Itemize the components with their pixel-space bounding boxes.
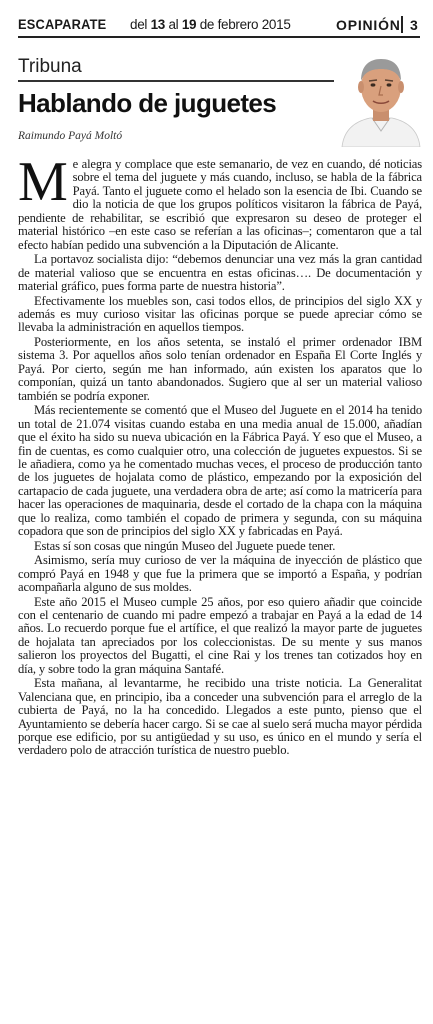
author-byline: Raimundo Payá Moltó bbox=[18, 130, 123, 142]
kicker: Tribuna bbox=[18, 56, 82, 77]
paragraph: Estas sí son cosas que ningún Museo del Juguete puede tener. bbox=[34, 538, 336, 553]
page-number: 3 bbox=[410, 17, 418, 33]
paragraph: Posteriormente, en los años setenta, se instaló el primer ordenador IBM sistema 3. Por aquellos años solo tenían ordenador en España El Corte Inglés y Payá. Por cierto, según me han informado, aún existen los aparatos que lo componían, quizá un tanto abandonados. Sugiero que al ser un material valioso también se podría exponer. bbox=[18, 334, 422, 403]
paragraph: Efectivamente los muebles son, casi todos ellos, de principios del siglo XX y además es muy curioso visitar las oficinas porque se puede apreciar cómo se llevaba la administración en aquellos tiempos. bbox=[18, 293, 422, 335]
kicker-rule bbox=[18, 80, 334, 82]
article-title: Hablando de juguetes bbox=[18, 88, 277, 118]
author-portrait-icon bbox=[340, 47, 422, 147]
paragraph: Este año 2015 el Museo cumple 25 años, por eso quiero añadir que coincide con el centenario de cuando mi padre empezó a trabajar en Payá a la edad de 14 años. Lo recuerdo porque fue el artífice, el que realizó la mayor parte de juguetes de hojalata tan apreciados por los coleccionistas. De su mente y sus manos salieron los proyectos del Bugatti, el cine Rai y los trenes tan cotizados hoy en día, y sobre todo la gran máquina Santafé. bbox=[18, 594, 422, 676]
section-name: ESCAPARATE bbox=[18, 17, 107, 32]
paragraph: Me alegra y complace que este semanario, de vez en cuando, dé noticias sobre el tema del juguete y más cuando, incluso, se habla de la fábrica Payá. Tanto el juguete como el helado son la esencia de Ibi. Cuando se dio la noticia de que los grupos políticos visitaron la fábrica de Payá, pendiente de rehabilitar, se escribió que expresaron su deseo de proteger el material histórico –en este caso se referían a las oficinas–; comentaron que a tal efecto habían pedido una subvención a la Diputación de Alicante. bbox=[18, 151, 422, 252]
article-body bbox=[18, 151, 422, 759]
category-label: OPINIÓN bbox=[336, 17, 401, 33]
page-header bbox=[18, 14, 420, 38]
drop-cap: M bbox=[18, 151, 68, 213]
paragraph: Esta mañana, al levantarme, he recibido una triste noticia. La Generalitat Valenciana que, en principio, iba a conceder una subvención para el arreglo de la cubierta de Payá, no la ha concedido. Llegados a este punto, pienso que el Ayuntamiento se debería hacer cargo. Si se cae al suelo será mucha mayor pérdida porque ese edificio, por su antigüedad y su uso, es único en el mundo y sería el verdadero polo de atracción turística de nuestro pueblo. bbox=[18, 676, 422, 758]
paragraph: Asimismo, sería muy curioso de ver la máquina de inyección de plástico que compró Payá en 1948 y que fue la primera que se importó a España, y podrían acompañarla alguno de sus moldes. bbox=[18, 553, 422, 595]
header-divider bbox=[401, 16, 403, 33]
issue-date: del 13 al 19 de febrero 2015 bbox=[130, 17, 291, 32]
paragraph: La portavoz socialista dijo: “debemos denunciar una vez más la gran cantidad de material valioso que se encuentra en estas oficinas…. De documentación y material gráfico, pues forma parte de nuestra historia”. bbox=[18, 252, 422, 294]
paragraph: Más recientemente se comentó que el Museo del Juguete en el 2014 ha tenido un total de 21.074 visitas cuando estaba en una media anual de 15.000, añadían que el éxito ha sido su nueva ubicación en la Fábrica Payá. Y eso que el Museo, a fin de cuentas, es como cualquier otro, una colección de juguetes expuestos. Si se le añadiera, como ya he comentado muchas veces, el proceso de producción tanto de los juguetes de hojalata como de plástico, empezando por la exposición del cartapacio de cada juguete, una verdadera obra de arte; así como la matricería para hacer las operaciones de maquinaria, desde el cortado de la chapa con la máquina que lo realiza, como también el copado de primera y segunda, con su máquina copadora que son de principios del siglo XX y fabricadas en Payá. bbox=[18, 403, 422, 539]
author-photo bbox=[340, 47, 422, 147]
